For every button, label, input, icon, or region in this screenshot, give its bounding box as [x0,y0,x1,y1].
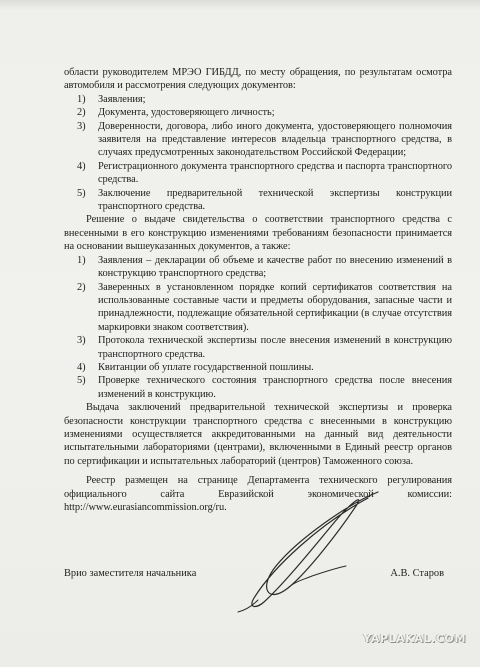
registry-paragraph: Реестр размещен на странице Департамента технического регулирования официального сайта Евразийской экономической комиссии: http://www.eurasiancommission.org/ru. [64,475,452,513]
signatory-name: А.В. Старов [390,568,444,579]
list-item: 5) Проверке технического состояния транспортного средства после внесения изменений в конструкцию. [77,375,452,400]
list-item: 1) Заявления – декларации об объеме и качестве работ по внесению изменений в конструкцию транспортного средства; [77,254,452,280]
signatory-title: Врио заместителя начальника [64,568,197,579]
intro-paragraph: области руководителем МРЭО ГИБДД, по месту обращения, по результатам осмотра автомобиля и рассмотрения следующих документов: [64,67,452,92]
list-item: 4) Регистрационного документа транспортного средства и паспорта транспортного средства. [77,160,452,186]
list-item: 3) Доверенности, договора, либо иного документа, удостоверяющего полномочия заявителя на представление интересов владельца транспортного средства, в случаях предусмотренных законодательством Российской Федерации; [77,120,452,159]
list-item: 5) Заключение предварительной технической экспертизы конструкции транспортного средства. [77,187,452,213]
list-item: 4) Квитанции об уплате государственной пошлины. [77,361,314,373]
handwritten-signature [228,484,388,614]
site-watermark: YAPLAKAL.COM [363,632,466,645]
issuance-paragraph: Выдача заключений предварительной технической экспертизы и проверка безопасности конструкции транспортного средства с внесенными в конструкцию изменениями осуществляется аккредитованными на данный вид деятельности испытательными лабораториями (центрами), включенными в Единый реестр органов по сертификации и испытательных лабораторий (центров) Таможенного союза. [64,402,452,467]
list-item: 3) Протокола технической экспертизы после внесения изменений в конструкцию транспортного средства. [77,335,452,360]
list-item: 2) Документа, удостоверяющего личность; [77,107,275,119]
page-top-shadow [0,0,480,10]
list-item: 1) Заявления; [77,93,146,105]
letter-body [64,66,452,514]
documents-list [64,93,452,214]
list-item: 2) Заверенных в установленном порядке копий сертификатов соответствия на использованные составные части и предметы оборудования, запасные части и принадлежности, подлежащие обязательной сертификации (в случае отсутствия маркировки знаком соответствия). [77,281,452,333]
signature-block [64,568,452,584]
additional-documents-list [64,254,452,401]
decision-paragraph: Решение о выдаче свидетельства о соответствии транспортного средства с внесенными в его конструкцию изменениями требованиям безопасности принимается на основании вышеуказанных документов, а также: [64,214,452,253]
